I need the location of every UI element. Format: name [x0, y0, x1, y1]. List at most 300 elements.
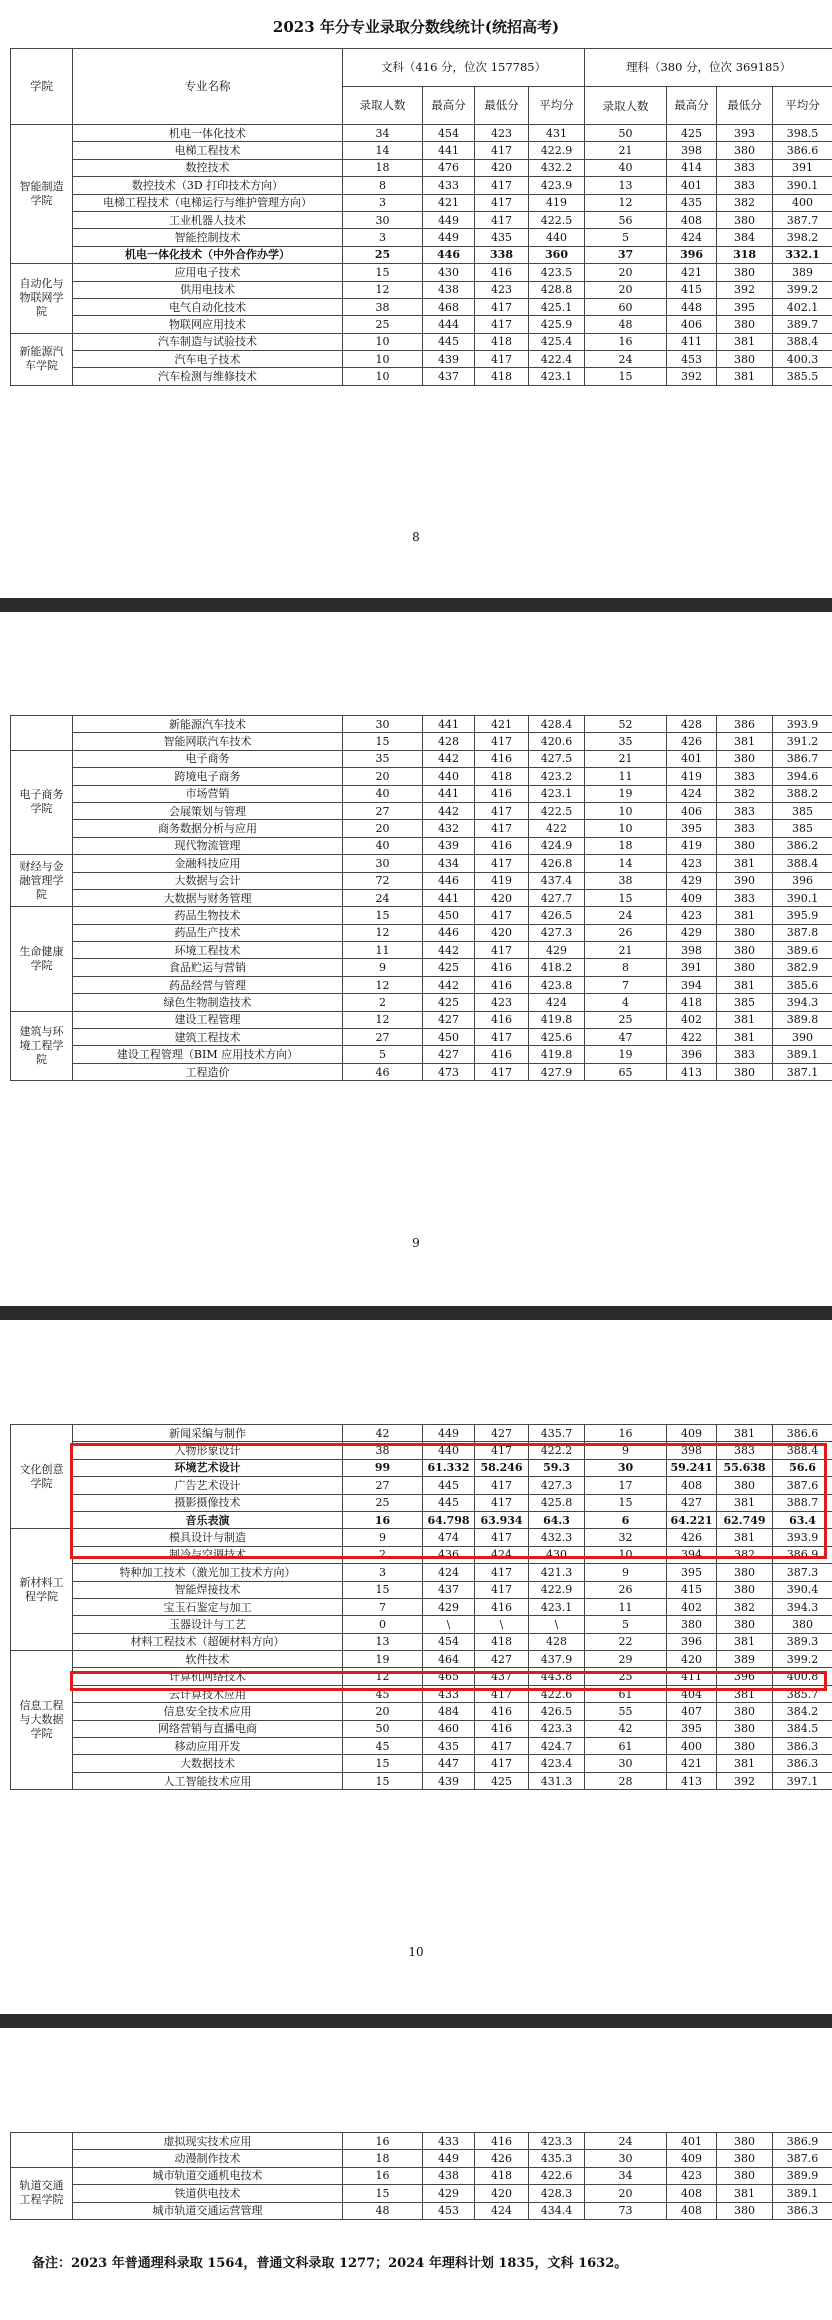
- wenke-avg-cell: 426.8: [529, 855, 585, 872]
- like-admit-cell: 5: [585, 229, 667, 246]
- major-cell: 云计算技术应用: [73, 1685, 343, 1702]
- like-admit-cell: 26: [585, 924, 667, 941]
- like-min-cell: 381: [717, 2185, 773, 2202]
- wenke-avg-cell: 431: [529, 125, 585, 142]
- like-avg-cell: 387.7: [773, 211, 832, 228]
- like-avg-cell: 386.9: [773, 2133, 832, 2150]
- like-min-cell: 381: [717, 1011, 773, 1028]
- major-cell: 工业机器人技术: [73, 211, 343, 228]
- wenke-min-cell: 416: [475, 1703, 529, 1720]
- wenke-min-cell: 417: [475, 1738, 529, 1755]
- table-row: [11, 837, 832, 854]
- wenke-min-cell: 420: [475, 924, 529, 941]
- like-min-cell: 381: [717, 1633, 773, 1650]
- like-avg-cell: 388.7: [773, 1494, 832, 1511]
- wenke-avg-cell: 430: [529, 1546, 585, 1563]
- like-avg-cell: 394.6: [773, 768, 832, 785]
- like-max-cell: 424: [667, 785, 717, 802]
- like-admit-cell: 19: [585, 1046, 667, 1063]
- wenke-min-cell: 418: [475, 768, 529, 785]
- major-cell: 动漫制作技术: [73, 2150, 343, 2167]
- like-admit-cell: 9: [585, 1442, 667, 1459]
- wenke-max-cell: 438: [423, 281, 475, 298]
- major-cell: 机电一体化技术（中外合作办学）: [73, 246, 343, 263]
- wenke-avg-cell: 419.8: [529, 1011, 585, 1028]
- major-cell: 制冷与空调技术: [73, 1546, 343, 1563]
- wenke-min-cell: 420: [475, 2185, 529, 2202]
- major-cell: 材料工程技术（超硬材料方向）: [73, 1633, 343, 1650]
- table-row: [11, 1063, 832, 1080]
- header-like-max: 最高分: [667, 87, 717, 125]
- like-max-cell: 411: [667, 1668, 717, 1685]
- like-min-cell: 383: [717, 889, 773, 906]
- header-like: 理科（380 分，位次 369185）: [585, 49, 832, 87]
- like-max-cell: 448: [667, 298, 717, 315]
- like-min-cell: 318: [717, 246, 773, 263]
- wenke-avg-cell: 423.3: [529, 1720, 585, 1737]
- wenke-admit-cell: 42: [343, 1425, 423, 1442]
- wenke-admit-cell: 38: [343, 1442, 423, 1459]
- wenke-admit-cell: 27: [343, 802, 423, 819]
- like-min-cell: 382: [717, 194, 773, 211]
- wenke-max-cell: 454: [423, 1633, 475, 1650]
- wenke-max-cell: 430: [423, 264, 475, 281]
- wenke-min-cell: 418: [475, 368, 529, 385]
- like-admit-cell: 30: [585, 1459, 667, 1476]
- wenke-max-cell: 445: [423, 1477, 475, 1494]
- like-admit-cell: 12: [585, 194, 667, 211]
- wenke-min-cell: 427: [475, 1425, 529, 1442]
- like-admit-cell: 20: [585, 264, 667, 281]
- wenke-min-cell: 416: [475, 1011, 529, 1028]
- wenke-max-cell: 442: [423, 750, 475, 767]
- like-max-cell: 414: [667, 159, 717, 176]
- like-max-cell: 398: [667, 142, 717, 159]
- like-avg-cell: 385: [773, 820, 832, 837]
- like-min-cell: 380: [717, 942, 773, 959]
- wenke-max-cell: 429: [423, 2185, 475, 2202]
- table-row: [11, 281, 832, 298]
- table-body: [11, 716, 832, 1081]
- table-row: [11, 1616, 832, 1633]
- like-avg-cell: 390.4: [773, 1581, 832, 1598]
- like-admit-cell: 55: [585, 1703, 667, 1720]
- table-row: [11, 1633, 832, 1650]
- major-cell: 供用电技术: [73, 281, 343, 298]
- wenke-avg-cell: 428.4: [529, 716, 585, 733]
- wenke-min-cell: 417: [475, 907, 529, 924]
- like-max-cell: 419: [667, 837, 717, 854]
- like-min-cell: 393: [717, 125, 773, 142]
- like-max-cell: 64.221: [667, 1511, 717, 1528]
- like-avg-cell: 389.8: [773, 1011, 832, 1028]
- wenke-max-cell: 433: [423, 177, 475, 194]
- major-cell: 应用电子技术: [73, 264, 343, 281]
- like-admit-cell: 47: [585, 1029, 667, 1046]
- wenke-admit-cell: 9: [343, 1529, 423, 1546]
- like-avg-cell: 394.3: [773, 1598, 832, 1615]
- wenke-min-cell: 417: [475, 1442, 529, 1459]
- wenke-min-cell: 417: [475, 316, 529, 333]
- like-max-cell: 423: [667, 855, 717, 872]
- like-min-cell: 380: [717, 1477, 773, 1494]
- wenke-min-cell: 416: [475, 959, 529, 976]
- wenke-min-cell: 423: [475, 994, 529, 1011]
- wenke-min-cell: 437: [475, 1668, 529, 1685]
- wenke-min-cell: 416: [475, 750, 529, 767]
- like-min-cell: 380: [717, 750, 773, 767]
- like-max-cell: 425: [667, 125, 717, 142]
- like-max-cell: 423: [667, 2167, 717, 2184]
- like-max-cell: 396: [667, 246, 717, 263]
- wenke-admit-cell: 5: [343, 1046, 423, 1063]
- like-avg-cell: 398.2: [773, 229, 832, 246]
- wenke-min-cell: 417: [475, 1685, 529, 1702]
- table-row: [11, 959, 832, 976]
- like-min-cell: 380: [717, 1063, 773, 1080]
- like-max-cell: 395: [667, 1564, 717, 1581]
- like-avg-cell: 388.2: [773, 785, 832, 802]
- wenke-avg-cell: 422.2: [529, 1442, 585, 1459]
- wenke-max-cell: 434: [423, 855, 475, 872]
- wenke-avg-cell: 435.7: [529, 1425, 585, 1442]
- wenke-admit-cell: 46: [343, 1063, 423, 1080]
- table-row: [11, 907, 832, 924]
- major-cell: 电气自动化技术: [73, 298, 343, 315]
- wenke-avg-cell: 429: [529, 942, 585, 959]
- table-row: [11, 1011, 832, 1028]
- like-admit-cell: 30: [585, 1755, 667, 1772]
- wenke-max-cell: 427: [423, 1011, 475, 1028]
- like-max-cell: 421: [667, 1755, 717, 1772]
- table-row: [11, 177, 832, 194]
- like-admit-cell: 16: [585, 1425, 667, 1442]
- wenke-admit-cell: 12: [343, 924, 423, 941]
- major-cell: 音乐表演: [73, 1511, 343, 1528]
- wenke-admit-cell: 20: [343, 820, 423, 837]
- page-number: 10: [408, 1945, 424, 1959]
- wenke-admit-cell: 10: [343, 333, 423, 350]
- like-max-cell: 396: [667, 1633, 717, 1650]
- major-cell: 汽车检测与维修技术: [73, 368, 343, 385]
- wenke-min-cell: 417: [475, 802, 529, 819]
- wenke-admit-cell: 27: [343, 1029, 423, 1046]
- wenke-max-cell: 438: [423, 2167, 475, 2184]
- wenke-max-cell: 442: [423, 942, 475, 959]
- wenke-admit-cell: 0: [343, 1616, 423, 1633]
- like-max-cell: 396: [667, 1046, 717, 1063]
- like-max-cell: 398: [667, 942, 717, 959]
- wenke-avg-cell: 420.6: [529, 733, 585, 750]
- wenke-admit-cell: 40: [343, 785, 423, 802]
- wenke-min-cell: 416: [475, 1720, 529, 1737]
- table-row: [11, 264, 832, 281]
- wenke-min-cell: 417: [475, 1564, 529, 1581]
- wenke-avg-cell: 440: [529, 229, 585, 246]
- like-max-cell: 406: [667, 316, 717, 333]
- table-row: [11, 1755, 832, 1772]
- wenke-admit-cell: 50: [343, 1720, 423, 1737]
- like-admit-cell: 34: [585, 2167, 667, 2184]
- wenke-max-cell: 439: [423, 837, 475, 854]
- major-cell: 绿色生物制造技术: [73, 994, 343, 1011]
- wenke-min-cell: 416: [475, 264, 529, 281]
- wenke-admit-cell: 3: [343, 229, 423, 246]
- wenke-max-cell: 464: [423, 1651, 475, 1668]
- wenke-min-cell: 417: [475, 142, 529, 159]
- table-row: [11, 1598, 832, 1615]
- like-max-cell: 408: [667, 2185, 717, 2202]
- like-min-cell: 62.749: [717, 1511, 773, 1528]
- like-avg-cell: 389.3: [773, 1633, 832, 1650]
- table-row: [11, 872, 832, 889]
- highlight-box-culture: [70, 1443, 827, 1559]
- header-like-admit: 录取人数: [585, 87, 667, 125]
- wenke-max-cell: 433: [423, 1685, 475, 1702]
- college-cell: 轨道交通工程学院: [11, 2167, 73, 2219]
- like-min-cell: 380: [717, 1616, 773, 1633]
- wenke-admit-cell: 11: [343, 942, 423, 959]
- like-avg-cell: 380: [773, 1616, 832, 1633]
- wenke-avg-cell: 422.9: [529, 1581, 585, 1598]
- like-max-cell: 408: [667, 211, 717, 228]
- like-max-cell: 59.241: [667, 1459, 717, 1476]
- wenke-admit-cell: 45: [343, 1738, 423, 1755]
- like-avg-cell: 387.6: [773, 1477, 832, 1494]
- wenke-min-cell: 416: [475, 2133, 529, 2150]
- wenke-max-cell: 61.332: [423, 1459, 475, 1476]
- wenke-avg-cell: 422.5: [529, 802, 585, 819]
- like-admit-cell: 15: [585, 1494, 667, 1511]
- like-min-cell: 383: [717, 768, 773, 785]
- wenke-min-cell: 423: [475, 281, 529, 298]
- major-cell: 建筑工程技术: [73, 1029, 343, 1046]
- wenke-min-cell: 424: [475, 1546, 529, 1563]
- table-row: [11, 785, 832, 802]
- like-max-cell: 420: [667, 1651, 717, 1668]
- like-avg-cell: 400.3: [773, 351, 832, 368]
- like-min-cell: 380: [717, 1581, 773, 1598]
- college-cell: 建筑与环境工程学院: [11, 1011, 73, 1081]
- like-admit-cell: 30: [585, 2150, 667, 2167]
- wenke-avg-cell: 59.3: [529, 1459, 585, 1476]
- major-cell: 机电一体化技术: [73, 125, 343, 142]
- wenke-avg-cell: 423.1: [529, 368, 585, 385]
- like-admit-cell: 10: [585, 802, 667, 819]
- wenke-admit-cell: 2: [343, 994, 423, 1011]
- wenke-max-cell: 446: [423, 924, 475, 941]
- like-max-cell: 409: [667, 1425, 717, 1442]
- table-row: [11, 1581, 832, 1598]
- wenke-min-cell: 417: [475, 1477, 529, 1494]
- wenke-avg-cell: 423.2: [529, 768, 585, 785]
- like-admit-cell: 73: [585, 2202, 667, 2219]
- like-avg-cell: 396: [773, 872, 832, 889]
- like-max-cell: 419: [667, 768, 717, 785]
- wenke-max-cell: 453: [423, 2202, 475, 2219]
- major-cell: 虚拟现实技术应用: [73, 2133, 343, 2150]
- wenke-avg-cell: 425.4: [529, 333, 585, 350]
- major-cell: 宝玉石鉴定与加工: [73, 1598, 343, 1615]
- wenke-admit-cell: 20: [343, 768, 423, 785]
- like-min-cell: 383: [717, 159, 773, 176]
- wenke-avg-cell: 426.5: [529, 907, 585, 924]
- wenke-min-cell: 63.934: [475, 1511, 529, 1528]
- header-college: 学院: [11, 49, 73, 125]
- wenke-max-cell: 441: [423, 785, 475, 802]
- wenke-admit-cell: 45: [343, 1685, 423, 1702]
- table-row: [11, 229, 832, 246]
- like-avg-cell: 382.9: [773, 959, 832, 976]
- wenke-avg-cell: 432.3: [529, 1529, 585, 1546]
- wenke-avg-cell: 434.4: [529, 2202, 585, 2219]
- table-row: [11, 2133, 832, 2150]
- major-cell: 市场营销: [73, 785, 343, 802]
- major-cell: 电梯工程技术: [73, 142, 343, 159]
- like-admit-cell: 48: [585, 316, 667, 333]
- like-min-cell: 383: [717, 1442, 773, 1459]
- page-number: 9: [412, 1236, 420, 1250]
- major-cell: 软件技术: [73, 1651, 343, 1668]
- like-max-cell: 395: [667, 820, 717, 837]
- score-table-page-11: [10, 2132, 832, 2220]
- wenke-avg-cell: 422.9: [529, 142, 585, 159]
- table-row: [11, 924, 832, 941]
- wenke-avg-cell: 421.3: [529, 1564, 585, 1581]
- table-row: [11, 316, 832, 333]
- wenke-admit-cell: 99: [343, 1459, 423, 1476]
- like-max-cell: 380: [667, 1616, 717, 1633]
- like-min-cell: 382: [717, 1598, 773, 1615]
- like-admit-cell: 5: [585, 1616, 667, 1633]
- major-cell: 药品生产技术: [73, 924, 343, 941]
- like-admit-cell: 21: [585, 942, 667, 959]
- like-min-cell: 380: [717, 2150, 773, 2167]
- wenke-admit-cell: 18: [343, 2150, 423, 2167]
- wenke-max-cell: 428: [423, 733, 475, 750]
- like-max-cell: 426: [667, 733, 717, 750]
- wenke-min-cell: 417: [475, 1581, 529, 1598]
- college-cell: 信息工程与大数据学院: [11, 1651, 73, 1790]
- wenke-avg-cell: 437.9: [529, 1651, 585, 1668]
- like-avg-cell: 393.9: [773, 1529, 832, 1546]
- major-cell: 大数据与会计: [73, 872, 343, 889]
- like-min-cell: 395: [717, 298, 773, 315]
- major-cell: 人物形象设计: [73, 1442, 343, 1459]
- like-avg-cell: 391.2: [773, 733, 832, 750]
- like-max-cell: 394: [667, 976, 717, 993]
- wenke-min-cell: 417: [475, 177, 529, 194]
- wenke-admit-cell: 16: [343, 2133, 423, 2150]
- wenke-avg-cell: 427.9: [529, 1063, 585, 1080]
- wenke-min-cell: 416: [475, 976, 529, 993]
- wenke-admit-cell: 35: [343, 750, 423, 767]
- wenke-max-cell: 454: [423, 125, 475, 142]
- like-admit-cell: 50: [585, 125, 667, 142]
- like-admit-cell: 7: [585, 976, 667, 993]
- like-admit-cell: 56: [585, 211, 667, 228]
- like-max-cell: 402: [667, 1011, 717, 1028]
- wenke-admit-cell: 9: [343, 959, 423, 976]
- college-cell: [11, 716, 73, 751]
- wenke-avg-cell: 425.6: [529, 1029, 585, 1046]
- wenke-admit-cell: 30: [343, 716, 423, 733]
- wenke-min-cell: 423: [475, 125, 529, 142]
- wenke-min-cell: 417: [475, 1029, 529, 1046]
- major-cell: 电梯工程技术（电梯运行与维护管理方向）: [73, 194, 343, 211]
- wenke-max-cell: 450: [423, 1029, 475, 1046]
- wenke-avg-cell: 427.3: [529, 924, 585, 941]
- wenke-max-cell: 473: [423, 1063, 475, 1080]
- wenke-max-cell: 421: [423, 194, 475, 211]
- wenke-max-cell: 449: [423, 229, 475, 246]
- like-max-cell: 429: [667, 872, 717, 889]
- table-row: [11, 368, 832, 385]
- like-max-cell: 391: [667, 959, 717, 976]
- header-wenke-admit: 录取人数: [343, 87, 423, 125]
- wenke-min-cell: 417: [475, 733, 529, 750]
- wenke-max-cell: 445: [423, 333, 475, 350]
- like-avg-cell: 400.8: [773, 1668, 832, 1685]
- wenke-max-cell: 437: [423, 368, 475, 385]
- like-max-cell: 428: [667, 716, 717, 733]
- like-max-cell: 427: [667, 1494, 717, 1511]
- wenke-min-cell: 418: [475, 2167, 529, 2184]
- wenke-max-cell: 476: [423, 159, 475, 176]
- score-table-page-8: [10, 48, 832, 386]
- like-max-cell: 394: [667, 1546, 717, 1563]
- wenke-admit-cell: 38: [343, 298, 423, 315]
- like-min-cell: 381: [717, 1494, 773, 1511]
- like-admit-cell: 10: [585, 1546, 667, 1563]
- like-min-cell: 383: [717, 177, 773, 194]
- like-admit-cell: 13: [585, 177, 667, 194]
- table-row: [11, 211, 832, 228]
- like-admit-cell: 22: [585, 1633, 667, 1650]
- like-min-cell: 380: [717, 959, 773, 976]
- like-min-cell: 381: [717, 733, 773, 750]
- wenke-admit-cell: 16: [343, 1511, 423, 1528]
- wenke-admit-cell: 30: [343, 855, 423, 872]
- like-max-cell: 413: [667, 1063, 717, 1080]
- wenke-avg-cell: 432.2: [529, 159, 585, 176]
- table-row: [11, 142, 832, 159]
- table-row: [11, 1651, 832, 1668]
- wenke-min-cell: 419: [475, 872, 529, 889]
- table-row: [11, 820, 832, 837]
- wenke-max-cell: 460: [423, 1720, 475, 1737]
- major-cell: 跨境电子商务: [73, 768, 343, 785]
- major-cell: 建设工程管理（BIM 应用技术方向）: [73, 1046, 343, 1063]
- wenke-avg-cell: 428: [529, 1633, 585, 1650]
- college-cell: [11, 2133, 73, 2168]
- table-row: [11, 2167, 832, 2184]
- table-body: [11, 125, 832, 386]
- like-avg-cell: 389: [773, 264, 832, 281]
- major-cell: 建设工程管理: [73, 1011, 343, 1028]
- table-row: [11, 942, 832, 959]
- like-avg-cell: 390.1: [773, 177, 832, 194]
- like-max-cell: 423: [667, 907, 717, 924]
- wenke-admit-cell: 25: [343, 1494, 423, 1511]
- like-admit-cell: 32: [585, 1529, 667, 1546]
- table-row: [11, 1029, 832, 1046]
- major-cell: 药品经营与管理: [73, 976, 343, 993]
- like-admit-cell: 38: [585, 872, 667, 889]
- like-admit-cell: 37: [585, 246, 667, 263]
- like-admit-cell: 17: [585, 1477, 667, 1494]
- wenke-min-cell: 416: [475, 837, 529, 854]
